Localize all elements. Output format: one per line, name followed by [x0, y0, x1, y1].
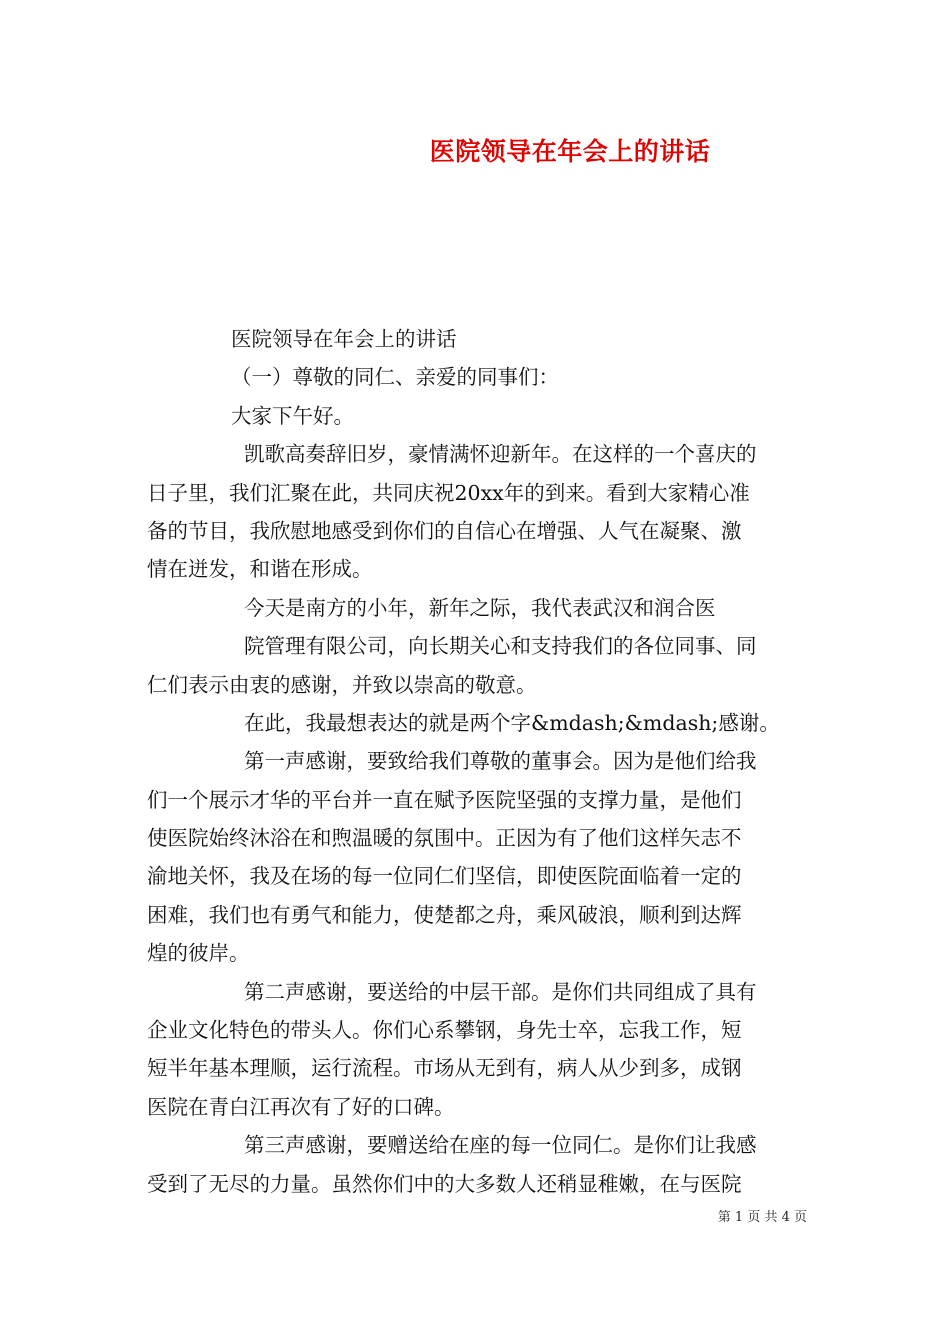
- document-body: [147, 320, 807, 1203]
- body-line: 第二声感谢，要送给的中层干部。是你们共同组成了具有: [244, 979, 757, 1004]
- body-line: 受到了无尽的力量。虽然你们中的大多数人还稍显稚嫩，在与医院: [147, 1171, 742, 1196]
- document-title: 医院领导在年会上的讲话: [429, 137, 711, 166]
- body-line: 日子里，我们汇聚在此，共同庆祝20xx年的到来。看到大家精心准: [147, 480, 750, 505]
- body-line: 第一声感谢，要致给我们尊敬的董事会。因为是他们给我: [244, 749, 757, 774]
- body-line: 今天是南方的小年，新年之际，我代表武汉和润合医: [244, 595, 716, 620]
- page-number-footer: 第 1 页 共 4 页: [717, 1210, 807, 1225]
- body-line: 院管理有限公司，向长期关心和支持我们的各位同事、同: [244, 634, 757, 659]
- body-line: 备的节目，我欣慰地感受到你们的自信心在增强、人气在凝聚、激: [147, 518, 742, 543]
- body-line-greeting: 大家下午好。: [231, 403, 354, 428]
- body-line: 们一个展示才华的平台并一直在赋予医院坚强的支撑力量，是他们: [147, 787, 742, 812]
- body-line: 企业文化特色的带头人。你们心系攀钢，身先士卒，忘我工作，短: [147, 1018, 742, 1043]
- body-line: 情在迸发，和谐在形成。: [147, 557, 373, 582]
- body-line: 渝地关怀，我及在场的每一位同仁们坚信，即使医院面临着一定的: [147, 864, 742, 889]
- body-line: 在此，我最想表达的就是两个字&mdash;&mdash;感谢。: [244, 710, 780, 735]
- body-line-salutation: （一）尊敬的同仁、亲爱的同事们：: [231, 365, 559, 390]
- body-line-subtitle: 医院领导在年会上的讲话: [231, 327, 457, 351]
- body-line: 困难，我们也有勇气和能力，使楚都之舟，乘风破浪，顺利到达辉: [147, 902, 742, 927]
- body-line: 使医院始终沐浴在和煦温暖的氛围中。正因为有了他们这样矢志不: [147, 826, 742, 851]
- body-line: 仁们表示由衷的感谢，并致以崇高的敬意。: [147, 672, 537, 697]
- body-line: 煌的彼岸。: [147, 941, 250, 966]
- body-line: 医院在青白江再次有了好的口碑。: [147, 1094, 455, 1119]
- body-line: 第三声感谢，要赠送给在座的每一位同仁。是你们让我感: [244, 1133, 757, 1158]
- body-line: 凯歌高奏辞旧岁，豪情满怀迎新年。在这样的一个喜庆的: [244, 442, 757, 467]
- body-line: 短半年基本理顺，运行流程。市场从无到有，病人从少到多，成钢: [147, 1056, 742, 1081]
